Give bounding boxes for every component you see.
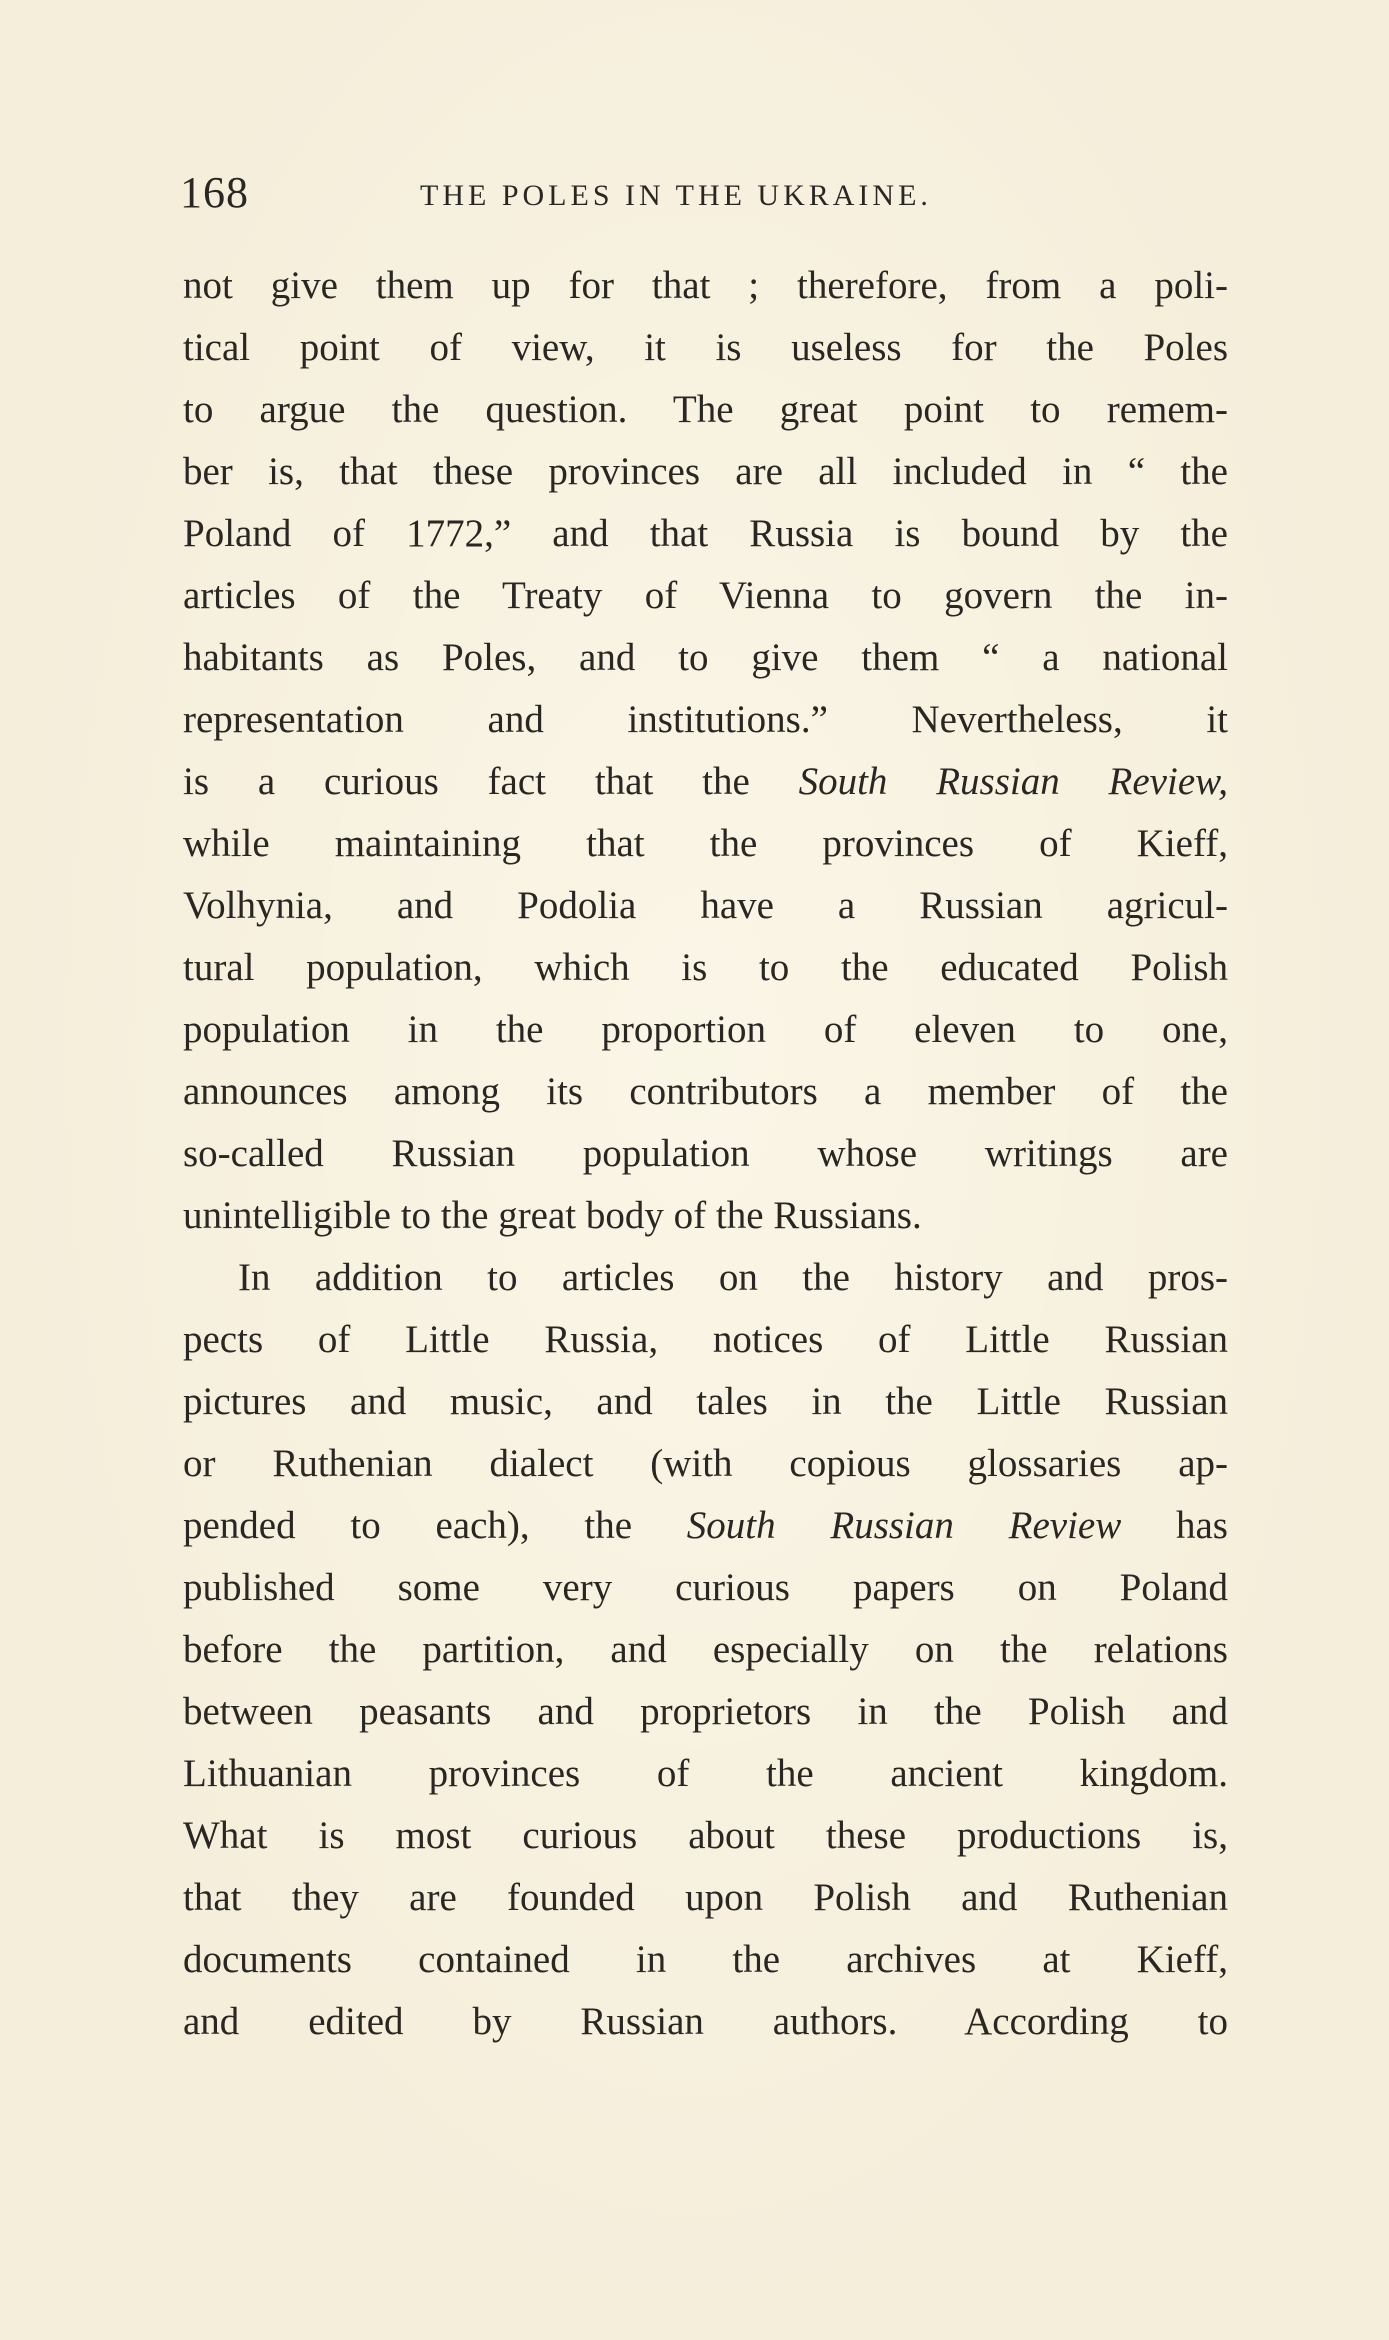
running-head: [180, 168, 1230, 218]
page-number: 168: [180, 168, 249, 217]
text-line-12: tural population, which is to the educated Polish: [183, 946, 1228, 989]
text-line-8: representation and institutions.” Nevertheless, it: [183, 698, 1228, 741]
text-line-15: so-called Russian population whose writings are: [183, 1132, 1228, 1175]
text-line-28: documents contained in the archives at Kieff,: [183, 1938, 1228, 1981]
text-line-21: [183, 1495, 1228, 1557]
running-title: THE POLES IN THE UKRAINE.: [420, 179, 932, 212]
text-line-4: ber is, that these provinces are all included in “ the: [183, 450, 1228, 493]
text-line-26: What is most curious about these productions is,: [183, 1814, 1228, 1857]
text-line-23: before the partition, and especially on the relations: [183, 1628, 1228, 1671]
text-line-13: population in the proportion of eleven to one,: [183, 1008, 1228, 1051]
text-line-2: tical point of view, it is useless for the Poles: [183, 326, 1228, 369]
text-line-20: or Ruthenian dialect (with copious glossaries ap-: [183, 1442, 1228, 1485]
text-line-17: In addition to articles on the history and pros-: [238, 1256, 1228, 1299]
text-line-16: unintelligible to the great body of the Russians.: [183, 1194, 922, 1237]
text-line-14: announces among its contributors a member of the: [183, 1070, 1228, 1113]
text-line-25: Lithuanian provinces of the ancient kingdom.: [183, 1752, 1228, 1795]
text-line-19: pictures and music, and tales in the Little Russian: [183, 1380, 1228, 1423]
text-line-18: pects of Little Russia, notices of Little Russian: [183, 1318, 1228, 1361]
text-line-1: not give them up for that ; therefore, from a poli-: [183, 264, 1228, 307]
text-line-5: Poland of 1772,” and that Russia is bound by the: [183, 512, 1228, 555]
text-line-24: between peasants and proprietors in the Polish and: [183, 1690, 1228, 1733]
body-text: [183, 255, 1228, 2053]
text-line-9-before: is a curious fact that the: [183, 760, 799, 803]
text-line-22: published some very curious papers on Poland: [183, 1566, 1228, 1609]
journal-title-italic: South Russian Review,: [798, 760, 1228, 803]
journal-title-italic-2: South Russian Review: [686, 1504, 1122, 1547]
text-line-21-before: pended to each), the: [183, 1504, 687, 1547]
text-line-11: Volhynia, and Podolia have a Russian agricul-: [183, 884, 1228, 927]
text-line-6: articles of the Treaty of Vienna to govern the in-: [183, 574, 1228, 617]
text-line-21-after: has: [1121, 1504, 1228, 1547]
text-line-7: habitants as Poles, and to give them “ a national: [183, 636, 1228, 679]
text-line-3: to argue the question. The great point to remem-: [183, 388, 1228, 431]
text-line-9: [183, 751, 1228, 813]
text-line-10: while maintaining that the provinces of Kieff,: [183, 822, 1228, 865]
text-line-29: and edited by Russian authors. According to: [183, 2000, 1228, 2043]
text-line-27: that they are founded upon Polish and Ruthenian: [183, 1876, 1228, 1919]
